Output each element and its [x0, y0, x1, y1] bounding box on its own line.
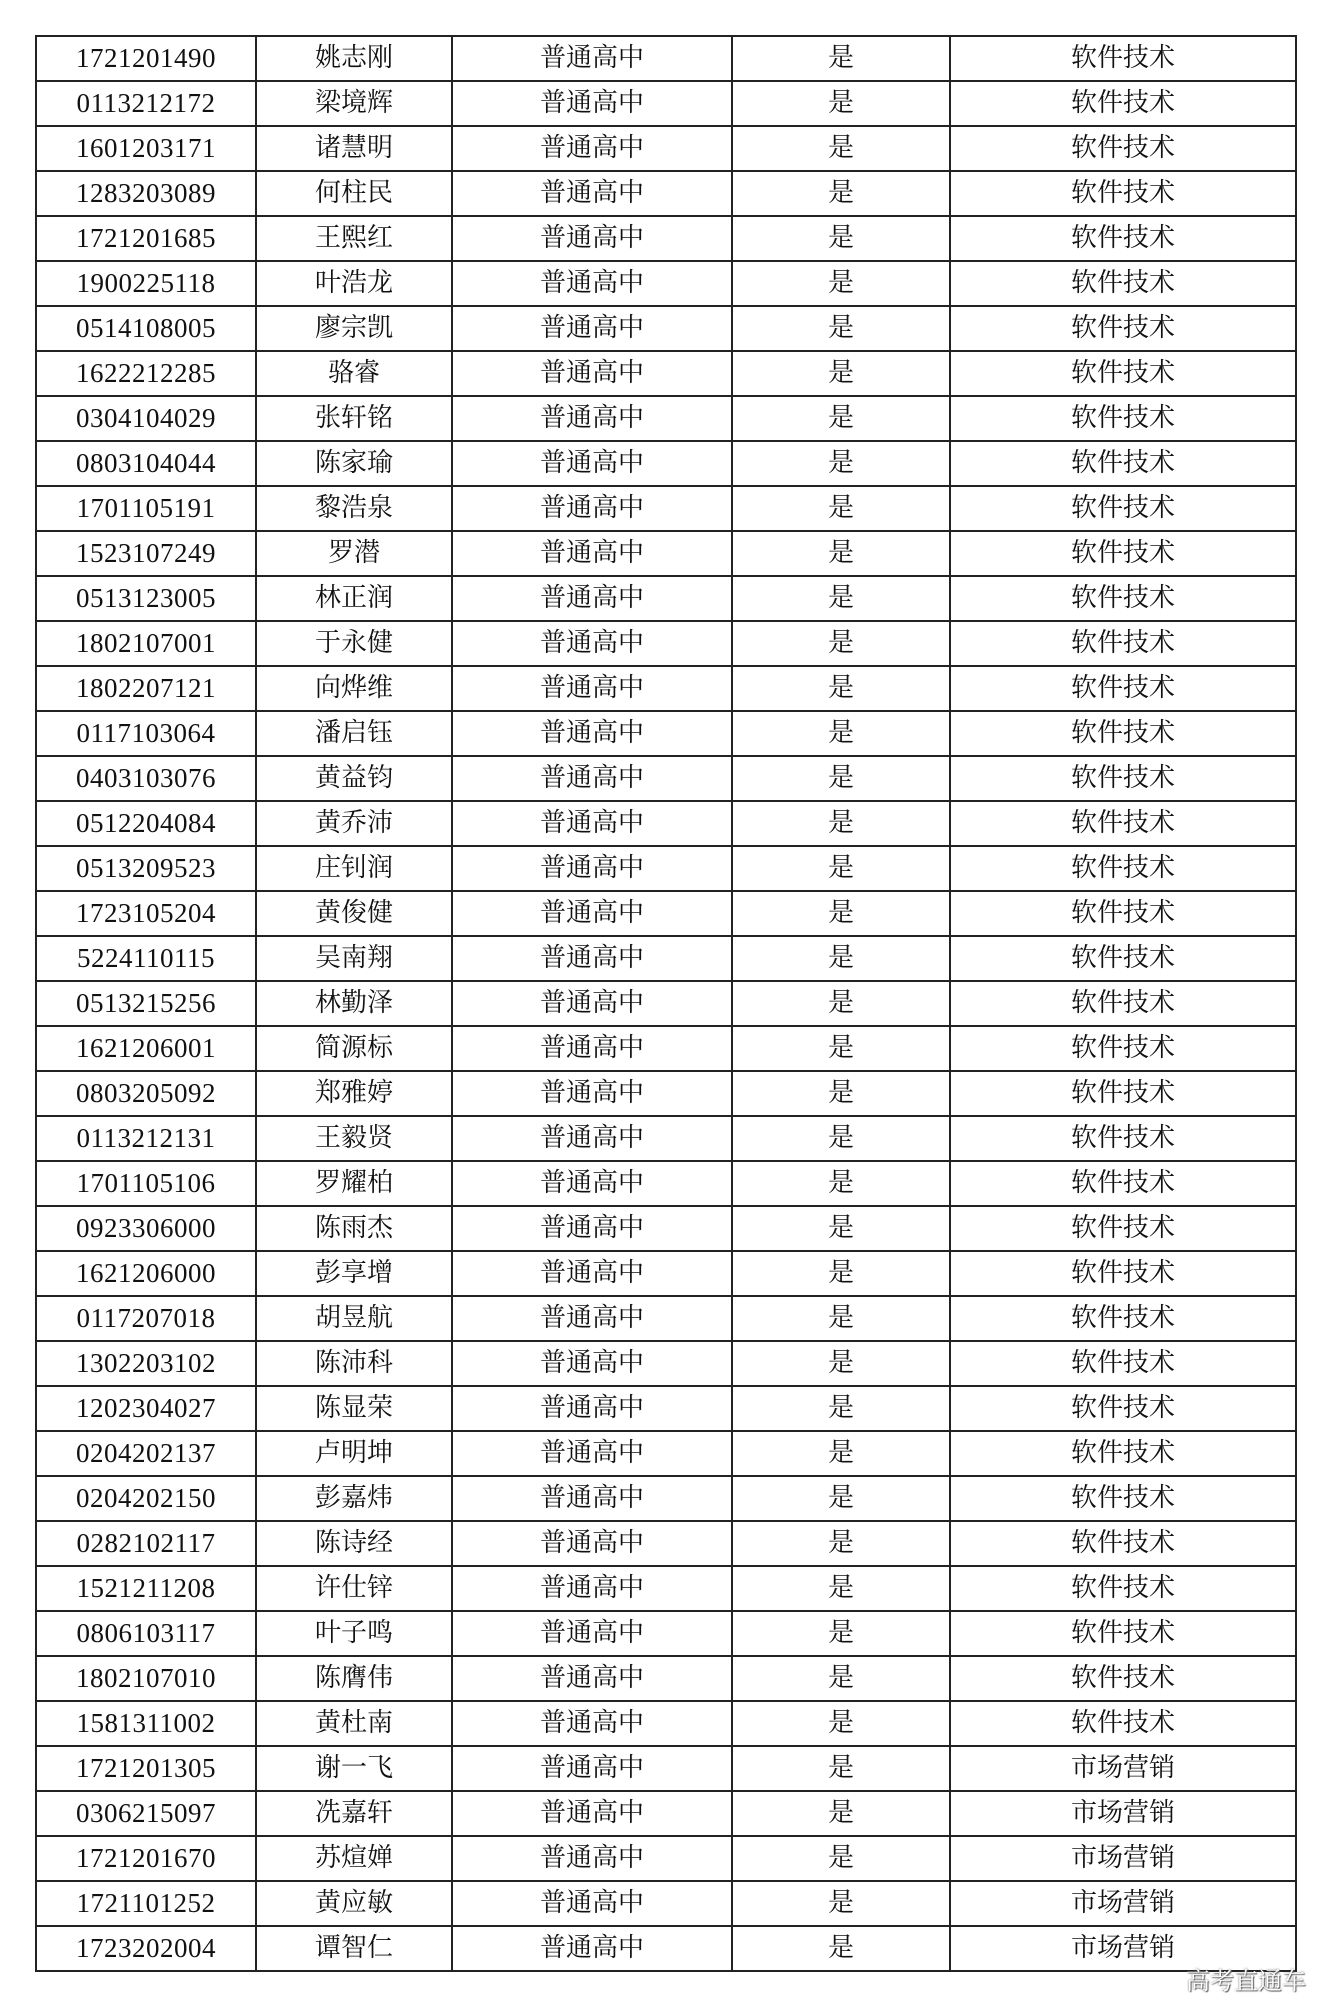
table-row [36, 1431, 1296, 1476]
exam-id-cell: 1802107001 [36, 621, 256, 666]
name-cell: 冼嘉轩 [256, 1791, 452, 1836]
name-cell: 叶浩龙 [256, 261, 452, 306]
table-row [36, 1881, 1296, 1926]
major-cell: 软件技术 [950, 261, 1296, 306]
table-row [36, 1116, 1296, 1161]
status-cell: 是 [732, 1656, 950, 1701]
exam-id-cell: 1723202004 [36, 1926, 256, 1971]
status-cell: 是 [732, 711, 950, 756]
major-cell: 软件技术 [950, 1026, 1296, 1071]
table-row [36, 1476, 1296, 1521]
name-cell: 向烨维 [256, 666, 452, 711]
name-cell: 梁境辉 [256, 81, 452, 126]
major-cell: 软件技术 [950, 666, 1296, 711]
exam-id-cell: 1721201670 [36, 1836, 256, 1881]
school-type-cell: 普通高中 [452, 441, 732, 486]
major-cell: 软件技术 [950, 216, 1296, 261]
school-type-cell: 普通高中 [452, 1881, 732, 1926]
exam-id-cell: 1622212285 [36, 351, 256, 396]
name-cell: 苏煊婵 [256, 1836, 452, 1881]
exam-id-cell: 0513123005 [36, 576, 256, 621]
school-type-cell: 普通高中 [452, 81, 732, 126]
school-type-cell: 普通高中 [452, 1521, 732, 1566]
name-cell: 骆睿 [256, 351, 452, 396]
exam-id-cell: 0803205092 [36, 1071, 256, 1116]
table-row [36, 126, 1296, 171]
table-row [36, 621, 1296, 666]
major-cell: 软件技术 [950, 1071, 1296, 1116]
major-cell: 软件技术 [950, 1251, 1296, 1296]
status-cell: 是 [732, 756, 950, 801]
table-row [36, 81, 1296, 126]
table-row [36, 1071, 1296, 1116]
table-row [36, 1521, 1296, 1566]
exam-id-cell: 1701105191 [36, 486, 256, 531]
name-cell: 卢明坤 [256, 1431, 452, 1476]
status-cell: 是 [732, 441, 950, 486]
major-cell: 软件技术 [950, 711, 1296, 756]
major-cell: 软件技术 [950, 126, 1296, 171]
status-cell: 是 [732, 1566, 950, 1611]
name-cell: 许仕锌 [256, 1566, 452, 1611]
table-row [36, 1791, 1296, 1836]
major-cell: 软件技术 [950, 891, 1296, 936]
exam-id-cell: 0282102117 [36, 1521, 256, 1566]
exam-id-cell: 1621206001 [36, 1026, 256, 1071]
table-row [36, 936, 1296, 981]
major-cell: 软件技术 [950, 531, 1296, 576]
table-row [36, 576, 1296, 621]
exam-id-cell: 1202304027 [36, 1386, 256, 1431]
status-cell: 是 [732, 846, 950, 891]
major-cell: 软件技术 [950, 36, 1296, 81]
table-row [36, 441, 1296, 486]
school-type-cell: 普通高中 [452, 621, 732, 666]
exam-id-cell: 1802207121 [36, 666, 256, 711]
exam-id-cell: 1302203102 [36, 1341, 256, 1386]
table-row [36, 711, 1296, 756]
status-cell: 是 [732, 1476, 950, 1521]
status-cell: 是 [732, 171, 950, 216]
name-cell: 黎浩泉 [256, 486, 452, 531]
name-cell: 胡昱航 [256, 1296, 452, 1341]
table-row [36, 36, 1296, 81]
school-type-cell: 普通高中 [452, 531, 732, 576]
school-type-cell: 普通高中 [452, 351, 732, 396]
exam-id-cell: 1521211208 [36, 1566, 256, 1611]
name-cell: 廖宗凯 [256, 306, 452, 351]
major-cell: 市场营销 [950, 1746, 1296, 1791]
exam-id-cell: 0117103064 [36, 711, 256, 756]
table-row [36, 891, 1296, 936]
major-cell: 市场营销 [950, 1881, 1296, 1926]
major-cell: 市场营销 [950, 1836, 1296, 1881]
name-cell: 彭嘉炜 [256, 1476, 452, 1521]
table-row [36, 396, 1296, 441]
exam-id-cell: 0204202150 [36, 1476, 256, 1521]
exam-id-cell: 1802107010 [36, 1656, 256, 1701]
exam-id-cell: 1723105204 [36, 891, 256, 936]
exam-id-cell: 0117207018 [36, 1296, 256, 1341]
major-cell: 软件技术 [950, 1296, 1296, 1341]
exam-id-cell: 1721201305 [36, 1746, 256, 1791]
school-type-cell: 普通高中 [452, 1566, 732, 1611]
school-type-cell: 普通高中 [452, 1656, 732, 1701]
watermark-text: 高考直通车 [1186, 1967, 1306, 1995]
table-row [36, 1206, 1296, 1251]
school-type-cell: 普通高中 [452, 1251, 732, 1296]
status-cell: 是 [732, 1206, 950, 1251]
status-cell: 是 [732, 1251, 950, 1296]
name-cell: 潘启钰 [256, 711, 452, 756]
table-row [36, 486, 1296, 531]
exam-id-cell: 0403103076 [36, 756, 256, 801]
status-cell: 是 [732, 126, 950, 171]
table-row [36, 1341, 1296, 1386]
major-cell: 软件技术 [950, 801, 1296, 846]
major-cell: 软件技术 [950, 621, 1296, 666]
major-cell: 软件技术 [950, 441, 1296, 486]
major-cell: 软件技术 [950, 846, 1296, 891]
major-cell: 软件技术 [950, 486, 1296, 531]
status-cell: 是 [732, 531, 950, 576]
school-type-cell: 普通高中 [452, 1431, 732, 1476]
table-row [36, 1296, 1296, 1341]
school-type-cell: 普通高中 [452, 801, 732, 846]
school-type-cell: 普通高中 [452, 1926, 732, 1971]
exam-id-cell: 0513209523 [36, 846, 256, 891]
school-type-cell: 普通高中 [452, 126, 732, 171]
name-cell: 陈膺伟 [256, 1656, 452, 1701]
status-cell: 是 [732, 36, 950, 81]
name-cell: 陈沛科 [256, 1341, 452, 1386]
table-row [36, 1926, 1296, 1971]
name-cell: 吴南翔 [256, 936, 452, 981]
status-cell: 是 [732, 216, 950, 261]
name-cell: 陈雨杰 [256, 1206, 452, 1251]
status-cell: 是 [732, 261, 950, 306]
school-type-cell: 普通高中 [452, 486, 732, 531]
status-cell: 是 [732, 621, 950, 666]
major-cell: 软件技术 [950, 1656, 1296, 1701]
name-cell: 黄应敏 [256, 1881, 452, 1926]
school-type-cell: 普通高中 [452, 756, 732, 801]
table-row [36, 1656, 1296, 1701]
exam-id-cell: 5224110115 [36, 936, 256, 981]
name-cell: 谢一飞 [256, 1746, 452, 1791]
name-cell: 罗潜 [256, 531, 452, 576]
exam-id-cell: 1601203171 [36, 126, 256, 171]
school-type-cell: 普通高中 [452, 891, 732, 936]
school-type-cell: 普通高中 [452, 1791, 732, 1836]
exam-id-cell: 1621206000 [36, 1251, 256, 1296]
major-cell: 软件技术 [950, 1476, 1296, 1521]
major-cell: 软件技术 [950, 981, 1296, 1026]
school-type-cell: 普通高中 [452, 1026, 732, 1071]
name-cell: 庄钊润 [256, 846, 452, 891]
table-row [36, 756, 1296, 801]
major-cell: 软件技术 [950, 1116, 1296, 1161]
school-type-cell: 普通高中 [452, 396, 732, 441]
status-cell: 是 [732, 1611, 950, 1656]
name-cell: 王熙红 [256, 216, 452, 261]
major-cell: 软件技术 [950, 1431, 1296, 1476]
school-type-cell: 普通高中 [452, 306, 732, 351]
school-type-cell: 普通高中 [452, 1836, 732, 1881]
major-cell: 软件技术 [950, 1206, 1296, 1251]
name-cell: 彭享增 [256, 1251, 452, 1296]
school-type-cell: 普通高中 [452, 1476, 732, 1521]
status-cell: 是 [732, 1296, 950, 1341]
school-type-cell: 普通高中 [452, 846, 732, 891]
exam-id-cell: 1701105106 [36, 1161, 256, 1206]
name-cell: 陈诗经 [256, 1521, 452, 1566]
status-cell: 是 [732, 351, 950, 396]
school-type-cell: 普通高中 [452, 1296, 732, 1341]
exam-id-cell: 1581311002 [36, 1701, 256, 1746]
status-cell: 是 [732, 396, 950, 441]
school-type-cell: 普通高中 [452, 216, 732, 261]
table-row [36, 351, 1296, 396]
table-body [36, 36, 1296, 1971]
status-cell: 是 [732, 1386, 950, 1431]
status-cell: 是 [732, 1881, 950, 1926]
status-cell: 是 [732, 486, 950, 531]
exam-id-cell: 1900225118 [36, 261, 256, 306]
table-row [36, 1161, 1296, 1206]
school-type-cell: 普通高中 [452, 666, 732, 711]
name-cell: 于永健 [256, 621, 452, 666]
status-cell: 是 [732, 576, 950, 621]
status-cell: 是 [732, 81, 950, 126]
exam-id-cell: 0803104044 [36, 441, 256, 486]
status-cell: 是 [732, 1161, 950, 1206]
school-type-cell: 普通高中 [452, 1206, 732, 1251]
name-cell: 林勤泽 [256, 981, 452, 1026]
major-cell: 软件技术 [950, 396, 1296, 441]
table-row [36, 666, 1296, 711]
name-cell: 黄乔沛 [256, 801, 452, 846]
school-type-cell: 普通高中 [452, 1341, 732, 1386]
exam-id-cell: 1721201685 [36, 216, 256, 261]
exam-id-cell: 0306215097 [36, 1791, 256, 1836]
major-cell: 软件技术 [950, 1701, 1296, 1746]
school-type-cell: 普通高中 [452, 1386, 732, 1431]
status-cell: 是 [732, 1746, 950, 1791]
name-cell: 郑雅婷 [256, 1071, 452, 1116]
table-row [36, 1251, 1296, 1296]
major-cell: 软件技术 [950, 171, 1296, 216]
table-row [36, 801, 1296, 846]
exam-id-cell: 0304104029 [36, 396, 256, 441]
major-cell: 软件技术 [950, 1611, 1296, 1656]
status-cell: 是 [732, 1341, 950, 1386]
status-cell: 是 [732, 801, 950, 846]
status-cell: 是 [732, 891, 950, 936]
major-cell: 市场营销 [950, 1926, 1296, 1971]
table-row [36, 171, 1296, 216]
school-type-cell: 普通高中 [452, 936, 732, 981]
major-cell: 软件技术 [950, 351, 1296, 396]
major-cell: 软件技术 [950, 81, 1296, 126]
table-row [36, 1566, 1296, 1611]
name-cell: 诸慧明 [256, 126, 452, 171]
major-cell: 软件技术 [950, 756, 1296, 801]
name-cell: 林正润 [256, 576, 452, 621]
name-cell: 黄益钧 [256, 756, 452, 801]
name-cell: 王毅贤 [256, 1116, 452, 1161]
school-type-cell: 普通高中 [452, 261, 732, 306]
school-type-cell: 普通高中 [452, 1071, 732, 1116]
status-cell: 是 [732, 666, 950, 711]
status-cell: 是 [732, 1521, 950, 1566]
table-row [36, 981, 1296, 1026]
name-cell: 黄杜南 [256, 1701, 452, 1746]
table-row [36, 216, 1296, 261]
name-cell: 张轩铭 [256, 396, 452, 441]
exam-id-cell: 0923306000 [36, 1206, 256, 1251]
major-cell: 软件技术 [950, 1341, 1296, 1386]
status-cell: 是 [732, 1926, 950, 1971]
table-row [36, 846, 1296, 891]
name-cell: 姚志刚 [256, 36, 452, 81]
name-cell: 谭智仁 [256, 1926, 452, 1971]
major-cell: 软件技术 [950, 1386, 1296, 1431]
status-cell: 是 [732, 1701, 950, 1746]
school-type-cell: 普通高中 [452, 1701, 732, 1746]
status-cell: 是 [732, 981, 950, 1026]
major-cell: 软件技术 [950, 936, 1296, 981]
exam-id-cell: 1283203089 [36, 171, 256, 216]
school-type-cell: 普通高中 [452, 1116, 732, 1161]
exam-id-cell: 0514108005 [36, 306, 256, 351]
school-type-cell: 普通高中 [452, 711, 732, 756]
admission-list-table [35, 35, 1297, 1972]
name-cell: 陈家瑜 [256, 441, 452, 486]
major-cell: 软件技术 [950, 1161, 1296, 1206]
school-type-cell: 普通高中 [452, 171, 732, 216]
exam-id-cell: 0512204084 [36, 801, 256, 846]
table-row [36, 1386, 1296, 1431]
exam-id-cell: 1523107249 [36, 531, 256, 576]
status-cell: 是 [732, 1836, 950, 1881]
exam-id-cell: 1721201490 [36, 36, 256, 81]
table-row [36, 261, 1296, 306]
exam-id-cell: 0113212172 [36, 81, 256, 126]
status-cell: 是 [732, 1116, 950, 1161]
table-row [36, 1026, 1296, 1071]
status-cell: 是 [732, 1071, 950, 1116]
table-row [36, 1836, 1296, 1881]
name-cell: 罗耀柏 [256, 1161, 452, 1206]
major-cell: 软件技术 [950, 306, 1296, 351]
name-cell: 陈显荣 [256, 1386, 452, 1431]
table-row [36, 1611, 1296, 1656]
status-cell: 是 [732, 936, 950, 981]
name-cell: 叶子鸣 [256, 1611, 452, 1656]
school-type-cell: 普通高中 [452, 1611, 732, 1656]
exam-id-cell: 0113212131 [36, 1116, 256, 1161]
exam-id-cell: 0806103117 [36, 1611, 256, 1656]
status-cell: 是 [732, 306, 950, 351]
status-cell: 是 [732, 1431, 950, 1476]
name-cell: 何柱民 [256, 171, 452, 216]
school-type-cell: 普通高中 [452, 36, 732, 81]
table-row [36, 1701, 1296, 1746]
table-row [36, 1746, 1296, 1791]
school-type-cell: 普通高中 [452, 981, 732, 1026]
major-cell: 软件技术 [950, 1566, 1296, 1611]
school-type-cell: 普通高中 [452, 1746, 732, 1791]
exam-id-cell: 0204202137 [36, 1431, 256, 1476]
school-type-cell: 普通高中 [452, 576, 732, 621]
major-cell: 软件技术 [950, 1521, 1296, 1566]
table-row [36, 531, 1296, 576]
school-type-cell: 普通高中 [452, 1161, 732, 1206]
major-cell: 软件技术 [950, 576, 1296, 621]
name-cell: 简源标 [256, 1026, 452, 1071]
exam-id-cell: 1721101252 [36, 1881, 256, 1926]
status-cell: 是 [732, 1791, 950, 1836]
name-cell: 黄俊健 [256, 891, 452, 936]
exam-id-cell: 0513215256 [36, 981, 256, 1026]
status-cell: 是 [732, 1026, 950, 1071]
table-row [36, 306, 1296, 351]
major-cell: 市场营销 [950, 1791, 1296, 1836]
